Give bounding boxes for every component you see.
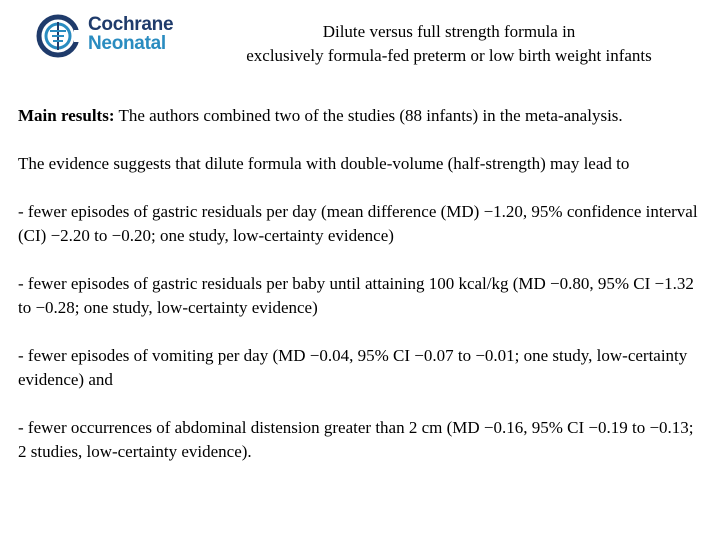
logo-wordmark xyxy=(88,15,173,53)
finding-item: - fewer occurrences of abdominal distension greater than 2 cm (MD −0.16, 95% CI −0.19 to −0.13; 2 studies, low-certainty evidence). xyxy=(18,418,694,461)
finding-item: - fewer episodes of gastric residuals per day (mean difference (MD) −1.20, 95% confidence interval (CI) −2.20 to −0.20; one study, low-certainty evidence) xyxy=(18,202,698,245)
logo-line-cochrane: Cochrane xyxy=(88,14,174,35)
logo-line-neonatal: Neonatal xyxy=(88,33,166,54)
main-results-paragraph xyxy=(18,104,698,128)
cochrane-logo-icon xyxy=(36,13,82,59)
title-line-2: exclusively formula-fed preterm or low birth weight infants xyxy=(246,46,652,65)
cochrane-neonatal-logo xyxy=(36,13,186,59)
page-title xyxy=(200,20,698,68)
main-results-text: The authors combined two of the studies (88 infants) in the meta-analysis. xyxy=(114,106,623,125)
finding-item: - fewer episodes of vomiting per day (MD −0.04, 95% CI −0.07 to −0.01; one study, low-certainty evidence) and xyxy=(18,346,688,389)
finding-item: - fewer episodes of gastric residuals per baby until attaining 100 kcal/kg (MD −0.80, 95% CI −1.32 to −0.28; one study, low-certainty evidence) xyxy=(18,274,694,317)
main-results-label: Main results: xyxy=(18,106,115,125)
evidence-intro: The evidence suggests that dilute formula with double-volume (half-strength) may lead to xyxy=(18,154,630,173)
main-content xyxy=(18,104,698,488)
title-line-1: Dilute versus full strength formula in xyxy=(322,22,576,41)
